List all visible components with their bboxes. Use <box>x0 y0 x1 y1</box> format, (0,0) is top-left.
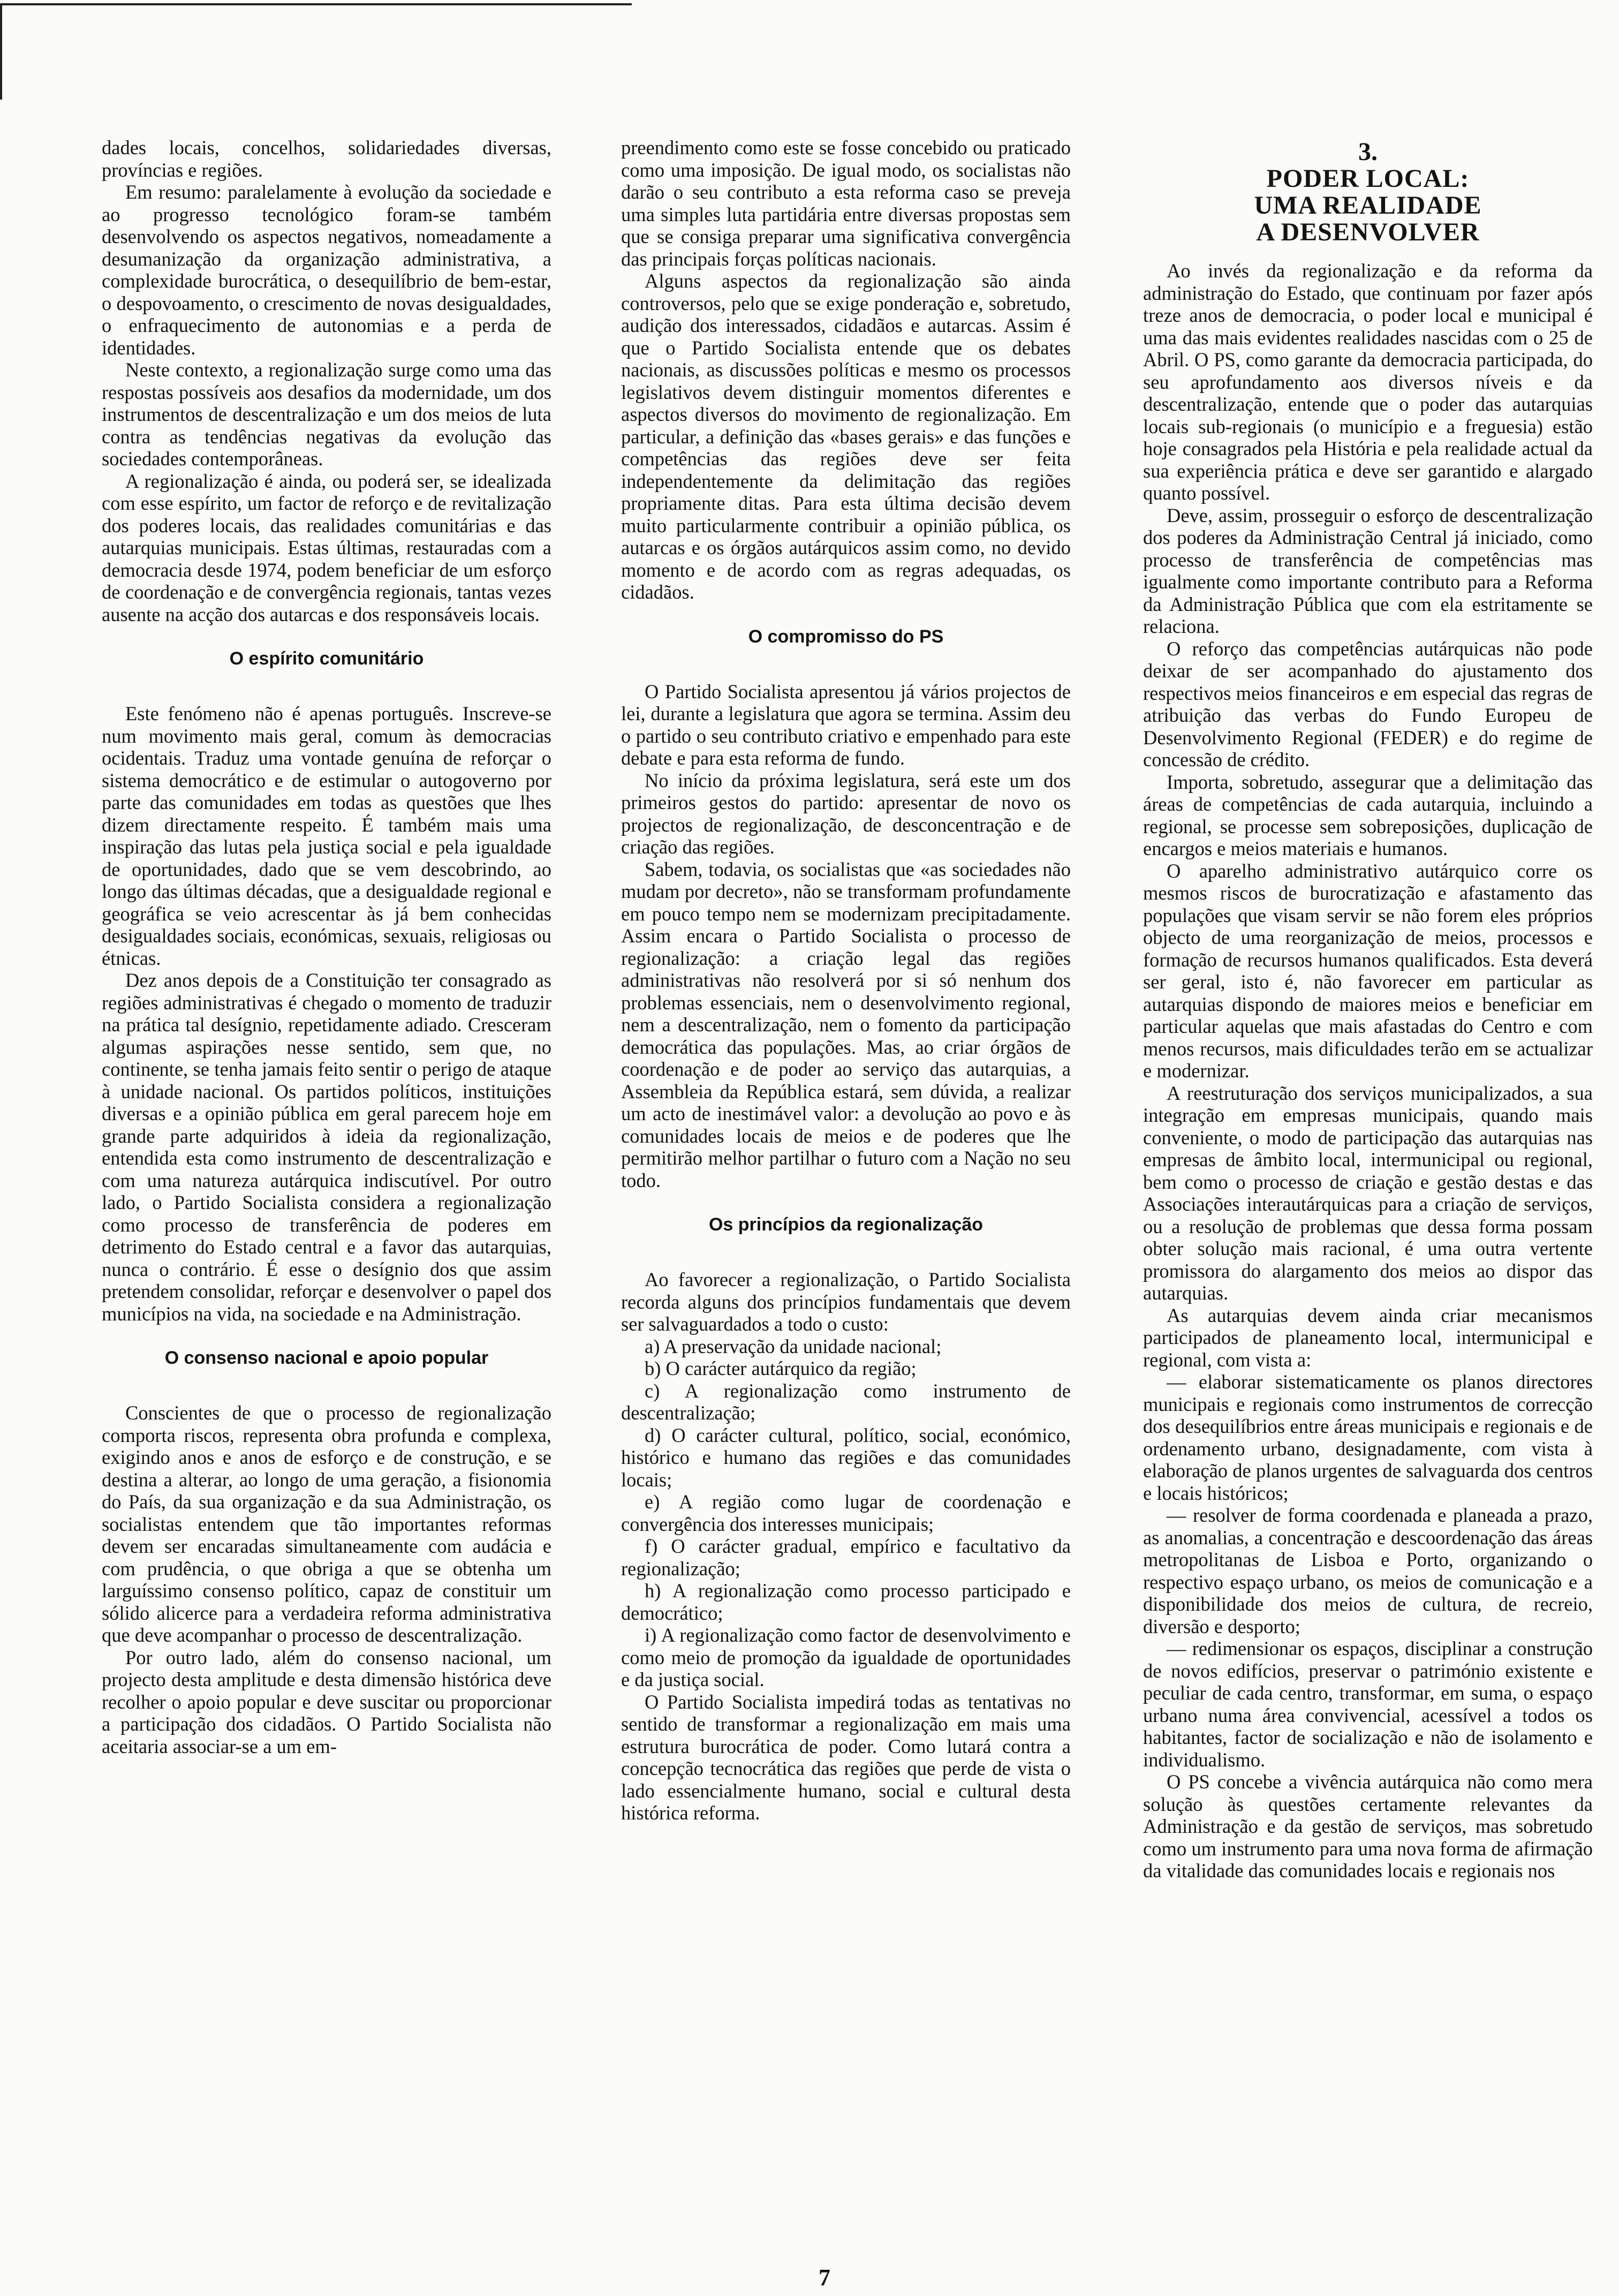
section-heading-compromisso: O compromisso do PS <box>748 626 944 647</box>
paragraph: Dez anos depois de a Constituição ter consagrado as regiões administrativas é chegado o momento de traduzir na prática tal desígnio, repetidamente adiado. Cresceram algumas aspirações nesse sentido, sem que, no continente, se tenha jamais feito sentir o perigo de ataque à unidade nacional. Os partidos políticos, instituições diversas e a opinião pública em geral parecem hoje em grande parte adquiridos à ideia da regionalização, entendida esta como instrumento de descentralização e com uma natureza autárquica indiscutível. Por outro lado, o Partido Socialista considera a regionalização como processo de transferência de poderes em detrimento do Estado central e a favor das autarquias, nunca o contrário. É esse o desígnio dos que assim pretendem consolidar, reforçar e desenvolver o papel dos municípios na vida, na sociedade e na Administração. <box>102 969 551 1325</box>
section-heading-consenso: O consenso nacional e apoio popular <box>164 1348 489 1368</box>
paragraph: Importa, sobretudo, assegurar que a delimitação das áreas de competências de cada autarquia, incluindo a regional, se processe sem sobreposições, duplicação de encargos e meios materiais e humanos. <box>1143 771 1593 859</box>
section-title-line: UMA REALIDADE <box>1254 191 1482 220</box>
paragraph: dades locais, concelhos, solidariedades diversas, províncias e regiões. <box>102 137 551 181</box>
column-3 <box>1143 137 1593 1882</box>
paragraph: Ao favorecer a regionalização, o Partido Socialista recorda alguns dos princípios fundamentais que devem ser salvaguardados a todo o custo: <box>621 1268 1071 1335</box>
list-item: b) O carácter autárquico da região; <box>645 1357 917 1379</box>
paragraph: Conscientes de que o processo de regionalização comporta riscos, representa obra profunda e complexa, exigindo anos e anos de esforço e de construção, e se destina a alterar, ao longo de uma geração, a fisionomia do País, da sua organização e da sua Administração, os socialistas entendem que tão importantes reformas devem ser encaradas simultaneamente com audácia e com prudência, o que obriga a que se obtenha um larguíssimo consenso político, capaz de constituir um sólido alicerce para a verdadeira reforma administrativa que deve acompanhar o processo de descentralização. <box>102 1402 551 1646</box>
list-item: h) A regionalização como processo participado e democrático; <box>621 1580 1071 1624</box>
column-1 <box>102 137 551 1757</box>
list-item: c) A regionalização como instrumento de descentralização; <box>621 1379 1071 1424</box>
paragraph: preendimento como este se fosse concebido ou praticado como uma imposição. De igual modo, os socialistas não darão o seu contributo a esta reforma caso se preveja uma simples luta partidária entre diversas propostas sem que se consiga preparar uma significativa convergência das principais forças políticas nacionais. <box>621 137 1071 270</box>
section-number: 3. <box>1358 138 1378 166</box>
paragraph: Em resumo: paralelamente à evolução da sociedade e ao progresso tecnológico foram-se também desenvolvendo os aspectos negativos, nomeadamente a desumanização da organização administrativa, a complexidade burocrática, o desequilíbrio de bem-estar, o despovoamento, o crescimento de novas desigualdades, o enfraquecimento de autonomias e a perda de identidades. <box>102 181 551 359</box>
paragraph: Sabem, todavia, os socialistas que «as sociedades não mudam por decreto», não se transformam profundamente em pouco tempo nem se modernizam precipitadamente. Assim encara o Partido Socialista o processo de regionalização: a criação legal das regiões administrativas não resolverá por si só nenhum dos problemas essenciais, nem o desenvolvimento regional, nem a descentralização, nem o fomento da participação democrática das populações. Mas, ao criar órgãos de coordenação e de poder ao serviço das autarquias, a Assembleia da República estará, sem dúvida, a realizar um acto de inestimável valor: a devolução ao povo e às comunidades locais de meios e de poderes que lhe permitirão melhor partilhar o futuro com a Nação no seu todo. <box>621 858 1071 1191</box>
paragraph: O Partido Socialista apresentou já vários projectos de lei, durante a legislatura que agora se termina. Assim deu o partido o seu contributo criativo e empenhado para este debate e para esta reforma de fundo. <box>621 680 1071 769</box>
principles-list <box>621 1335 1071 1691</box>
paragraph: O reforço das competências autárquicas não pode deixar de ser acompanhado do ajustamento dos respectivos meios financeiros e em especial das regras de atribuição das verbas do Fundo Europeu de Desenvolvimento Regional (FEDER) e do regime de concessão de crédito. <box>1143 637 1593 771</box>
section-heading-principios: Os princípios da regionalização <box>708 1214 983 1235</box>
section-title-line: A DESENVOLVER <box>1256 218 1480 246</box>
paragraph: Este fenómeno não é apenas português. Inscreve-se num movimento mais geral, comum às democracias ocidentais. Traduz uma vontade genuína de reforçar o sistema democrático e de estimular o autogoverno por parte das comunidades em todas as questões que lhes dizem directamente respeito. É também mais uma inspiração das lutas pela justiça social e pela igualdade de oportunidades, dado que se vem descobrindo, ao longo das últimas décadas, que a desigualdade regional e geográfica se veio acrescentar às já bem conhecidas desigualdades sociais, económicas, sexuais, religiosas ou étnicas. <box>102 703 551 969</box>
paragraph: Alguns aspectos da regionalização são ainda controversos, pelo que se exige ponderação e, sobretudo, audição dos interessados, cidadãos e autarcas. Assim é que o Partido Socialista entende que os debates nacionais, as discussões políticas e mesmo os processos legislativos devem distinguir momentos diferentes e aspectos diversos do movimento de regionalização. Em particular, a definição das «bases gerais» e das funções e competências das regiões deve ser feita independentemente da delimitação das regiões propriamente ditas. Para esta última decisão devem muito particularmente contribuir a opinião pública, os autarcas e os órgãos autárquicos assim como, no devido momento e de acordo com as regras adequadas, os cidadãos. <box>621 270 1071 603</box>
dash-item: — resolver de forma coordenada e planeada a prazo, as anomalias, a concentração e descoordenação das áreas metropolitanas de Lisboa e Porto, organizando o respectivo espaço urbano, os meios de comunicação e a disponibilidade dos meios de cultura, de recreio, diversão e desporto; <box>1143 1504 1593 1637</box>
section-title-line: PODER LOCAL: <box>1266 164 1470 193</box>
list-item: e) A região como lugar de coordenação e convergência dos interesses municipais; <box>621 1491 1071 1535</box>
section-heading-espirito: O espírito comunitário <box>229 648 424 669</box>
list-item: f) O carácter gradual, empírico e facultativo da regionalização; <box>621 1535 1071 1580</box>
paragraph: No início da próxima legislatura, será este um dos primeiros gestos do partido: apresentar de novo os projectos de regionalização, de desconcentração e de criação das regiões. <box>621 769 1071 858</box>
top-border-line <box>0 3 632 5</box>
list-item: i) A regionalização como factor de desenvolvimento e como meio de promoção da igualdade de oportunidades e da justiça social. <box>621 1624 1071 1690</box>
paragraph: Ao invés da regionalização e da reforma da administração do Estado, que continuam por fazer após treze anos de democracia, o poder local e municipal é uma das mais evidentes realidades nascidas com o 25 de Abril. O PS, como garante da democracia participada, do seu aprofundamento aos diversos níveis e da descentralização, entende que o poder das autarquias locais sub-regionais (o município e a freguesia) estão hoje consagrados pela História e pela realidade actual da sua experiência prática e deve ser garantido e alargado quanto possível. <box>1143 260 1593 504</box>
list-item: d) O carácter cultural, político, social, económico, histórico e humano das regiões e das comunidades locais; <box>621 1424 1071 1491</box>
paragraph: O aparelho administrativo autárquico corre os mesmos riscos de burocratização e afastamento das populações que visam servir se não forem eles próprios objecto de uma reorganização de meios, processos e formação de recursos humanos qualificados. Esta deverá ser geral, isto é, não favorecer em particular as autarquias dispondo de maiores meios e beneficiar em particular aquelas que mais afastadas do Centro e com menos recursos, mais dificuldades terão em se actualizar e modernizar. <box>1143 859 1593 1082</box>
dash-item: — redimensionar os espaços, disciplinar a construção de novos edifícios, preservar o património existente e peculiar de cada centro, transformar, em suma, o espaço urbano numa área convivencial, acessível a todos os habitantes, factor de socialização e não de isolamento e individualismo. <box>1143 1637 1593 1771</box>
paragraph: As autarquias devem ainda criar mecanismos participados de planeamento local, intermunicipal e regional, com vista a: <box>1143 1304 1593 1371</box>
paragraph: O PS concebe a vivência autárquica não como mera solução às questões certamente relevantes da Administração e da gestão de serviços, mas sobretudo como um instrumento para uma nova forma de afirmação da vitalidade das comunidades locais e regionais nos <box>1143 1771 1593 1882</box>
paragraph: Deve, assim, prosseguir o esforço de descentralização dos poderes da Administração Central já iniciado, como processo de transferência de competências mas igualmente como importante contributo para a Reforma da Administração Pública que com ela estritamente se relaciona. <box>1143 504 1593 637</box>
paragraph: Neste contexto, a regionalização surge como uma das respostas possíveis aos desafios da modernidade, um dos instrumentos de descentralização e um dos meios de luta contra as tendências negativas da evolução das sociedades contemporâneas. <box>102 359 551 470</box>
column-2 <box>621 137 1071 1824</box>
list-item: a) A preservação da unidade nacional; <box>645 1335 942 1357</box>
paragraph: Por outro lado, além do consenso nacional, um projecto desta amplitude e desta dimensão histórica deve recolher o apoio popular e deve suscitar ou proporcionar a participação dos cidadãos. O Partido Socialista não aceitaria associar-se a um em- <box>102 1646 551 1757</box>
paragraph: A reestruturação dos serviços municipalizados, a sua integração em empresas municipais, quando mais conveniente, o modo de participação das autarquias nas empresas de âmbito local, intermunicipal ou regional, bem como o processo de criação e gestão destas e das Associações interautárquicas para a criação de serviços, ou a resolução de problemas que dessa forma possam obter solução mais racional, é uma outra vertente promissora do alargamento dos meios ao dispor das autarquias. <box>1143 1082 1593 1304</box>
left-border-line <box>0 3 2 100</box>
paragraph: O Partido Socialista impedirá todas as tentativas no sentido de transformar a regionalização em mais uma estrutura burocrática de poder. Como lutará contra a concepção tecnocrática das regiões que perde de vista o lado essencialmente humano, social e cultural desta histórica reforma. <box>621 1690 1071 1824</box>
dash-item: — elaborar sistematicamente os planos directores municipais e regionais como instrumentos de correcção dos desequilíbrios entre áreas municipais e regionais e de ordenamento urbano, designadamente, com vista à elaboração de planos urgentes de salvaguarda dos centros e locais históricos; <box>1143 1371 1593 1504</box>
section-title <box>1143 165 1593 246</box>
paragraph: A regionalização é ainda, ou poderá ser, se idealizada com esse espírito, um factor de reforço e de revitalização dos poderes locais, das realidades comunitárias e das autarquias municipais. Estas últimas, restauradas com a democracia desde 1974, podem beneficiar de um esforço de coordenação e de convergência regionais, tantas vezes ausente na acção dos autarcas e dos responsáveis locais. <box>102 470 551 625</box>
page-number: 7 <box>819 2264 830 2291</box>
